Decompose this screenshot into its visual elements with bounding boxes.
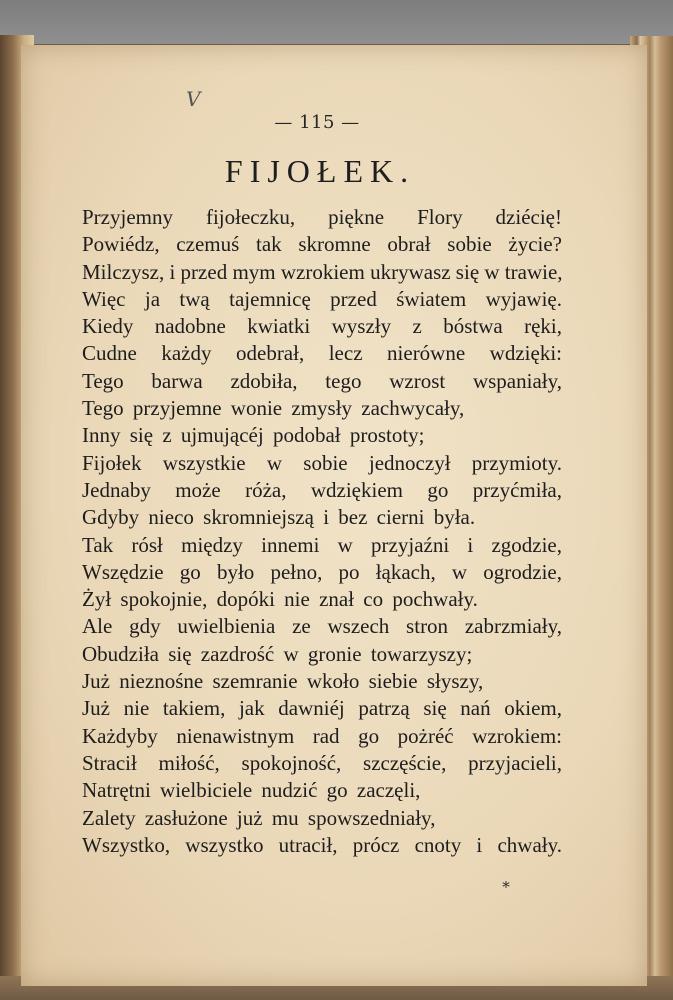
- poem-line: Tego barwa zdobiła, tego wzrost wspaniały,: [82, 368, 562, 393]
- poem-line: Ale gdy uwielbienia ze wszech stron zabrzmiały,: [82, 614, 562, 639]
- poem-line: Fijołek wszystkie w sobie jednoczył przymioty.: [82, 450, 562, 475]
- poem-line: Każdyby nienawistnym rad go pożréć wzrokiem:: [82, 723, 562, 748]
- poem-line: Już nieznośne szemranie wkoło siebie słyszy,: [82, 669, 484, 694]
- poem-line: Tego przyjemne wonie zmysły zachwycały,: [82, 396, 465, 421]
- poem-line: Wszystko, wszystko utracił, prócz cnoty i chwały.: [82, 832, 562, 857]
- poem-line: Żył spokojnie, dopóki nie znał co pochwały.: [82, 587, 478, 612]
- poem-line: Natrętni wielbiciele nudzić go zaczęli,: [82, 778, 421, 803]
- poem-line: Milczysz, i przed mym wzrokiem ukrywasz się w trawie,: [82, 259, 563, 284]
- poem-line: Stracił miłość, spokojność, szczęście, przyjacieli,: [82, 750, 562, 775]
- poem-body: [82, 204, 562, 859]
- poem-title: FIJOŁEK.: [224, 153, 416, 189]
- poem-line: Inny się z ujmującéj podobał prostoty;: [82, 423, 425, 448]
- poem-line: Już nie takiem, jak dawniéj patrzą się nań okiem,: [82, 696, 562, 721]
- poem-line: Tak rósł między innemi w przyjaźni i zgodzie,: [82, 532, 562, 557]
- poem-line: Obudziła się zazdrość w gronie towarzyszy;: [82, 641, 473, 666]
- poem-line: Wszędzie go było pełno, po łąkach, w ogrodzie,: [82, 559, 562, 584]
- poem-line: Powiédz, czemuś tak skromne obrał sobie życie?: [82, 232, 562, 257]
- page-number: — 115 —: [274, 112, 360, 133]
- poem-line: Cudne każdy odebrał, lecz nierówne wdzięki:: [82, 341, 562, 366]
- poem-line: Jednaby może róża, wdziękiem go przyćmiła,: [82, 477, 562, 502]
- poem-line: Gdyby nieco skromniejszą i bez cierni była.: [82, 505, 476, 530]
- poem-line: Przyjemny fijołeczku, piękne Flory dziécię!: [82, 205, 562, 229]
- pencil-mark: V: [186, 87, 201, 111]
- poem-line: Kiedy nadobne kwiatki wyszły z bóstwa ręki,: [82, 314, 562, 339]
- scan-background: [0, 0, 673, 44]
- poem-line: Zalety zasłużone już mu spowszedniały,: [82, 805, 436, 830]
- end-mark: *: [502, 878, 510, 896]
- poem-line: Więc ja twą tajemnicę przed światem wyjawię.: [82, 286, 562, 311]
